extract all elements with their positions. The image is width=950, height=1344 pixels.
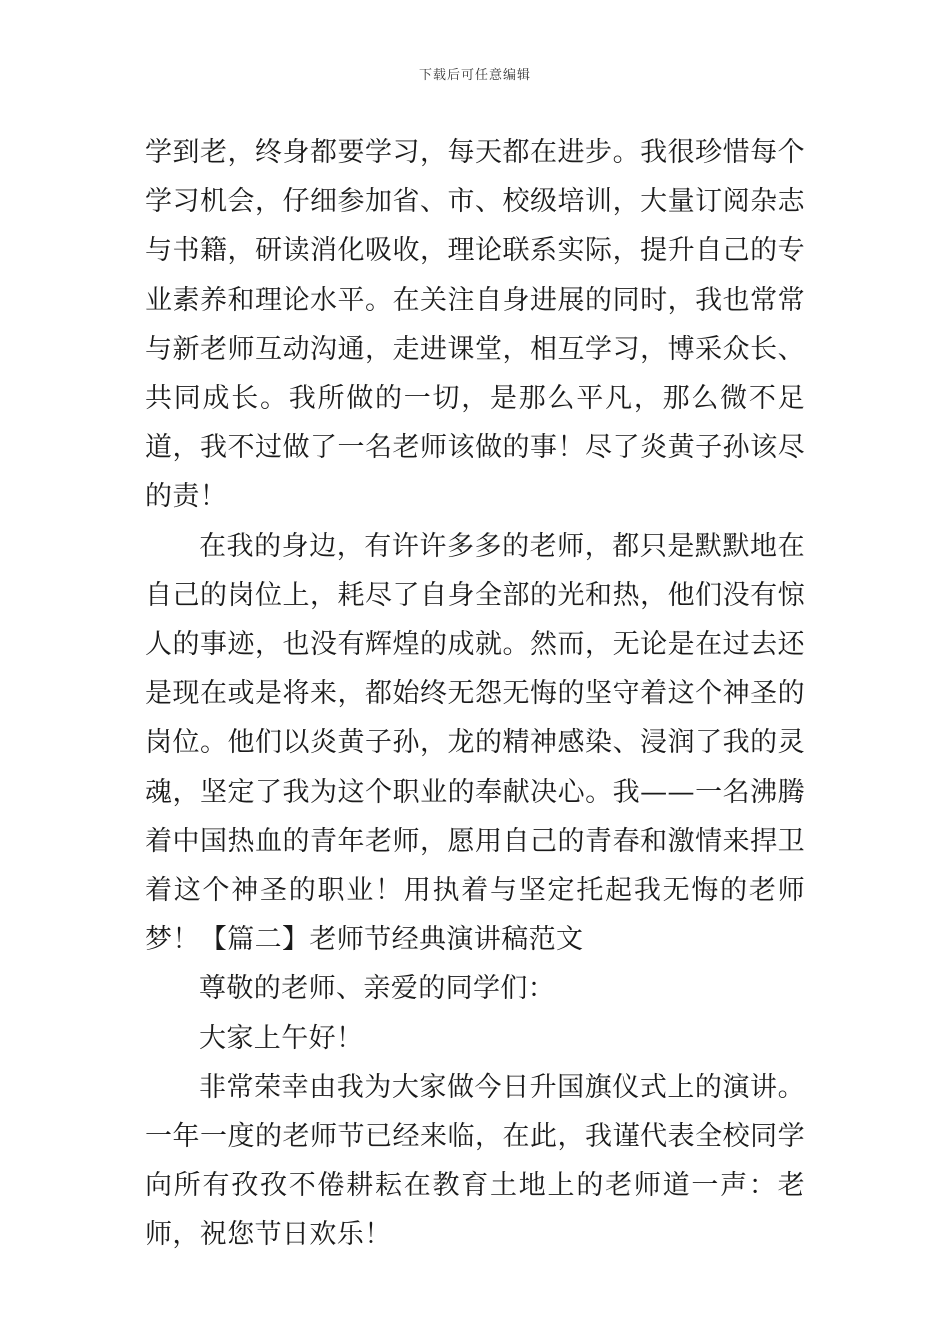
paragraph-speech-opening: 非常荣幸由我为大家做今日升国旗仪式上的演讲。一年一度的老师节已经来临，在此，我谨代表全校同学向所有孜孜不倦耕耘在教育土地上的老师道一声：老师，祝您节日欢乐！ [145, 1071, 805, 1251]
paragraph-continued: 学到老，终身都要学习，每天都在进步。我很珍惜每个学习机会，仔细参加省、市、校级培训，大量订阅杂志与书籍，研读消化吸收，理论联系实际，提升自己的专业素养和理论水平。在关注自身进展的同时，我也常常与新老师互动沟通，走进课堂，相互学习，博采众长、共同成长。我所做的一切，是那么平凡，那么微不足道，我不过做了一名老师该做的事！尽了炎黄子孙该尽的责！ [145, 137, 805, 513]
paragraph-teachers: 在我的身边，有许许多多的老师，都只是默默地在自己的岗位上，耗尽了自身全部的光和热，他们没有惊人的事迹，也没有辉煌的成就。然而，无论是在过去还是现在或是将来，都始终无怨无悔的坚守着这个神圣的岗位。他们以炎黄子孙，龙的精神感染、浸润了我的灵魂，坚定了我为这个职业的奉献决心。我——一名沸腾着中国热血的青年老师，愿用自己的青春和激情来捍卫着这个神圣的职业！用执着与坚定托起我无悔的老师梦！【篇二】老师节经典演讲稿范文 [145, 530, 805, 956]
paragraph-greeting: 大家上午好！ [199, 1022, 364, 1054]
paragraph-salutation: 尊敬的老师、亲爱的同学们： [199, 973, 556, 1005]
document-body [145, 128, 805, 1260]
page-header-note: 下载后可任意编辑 [418, 68, 531, 83]
